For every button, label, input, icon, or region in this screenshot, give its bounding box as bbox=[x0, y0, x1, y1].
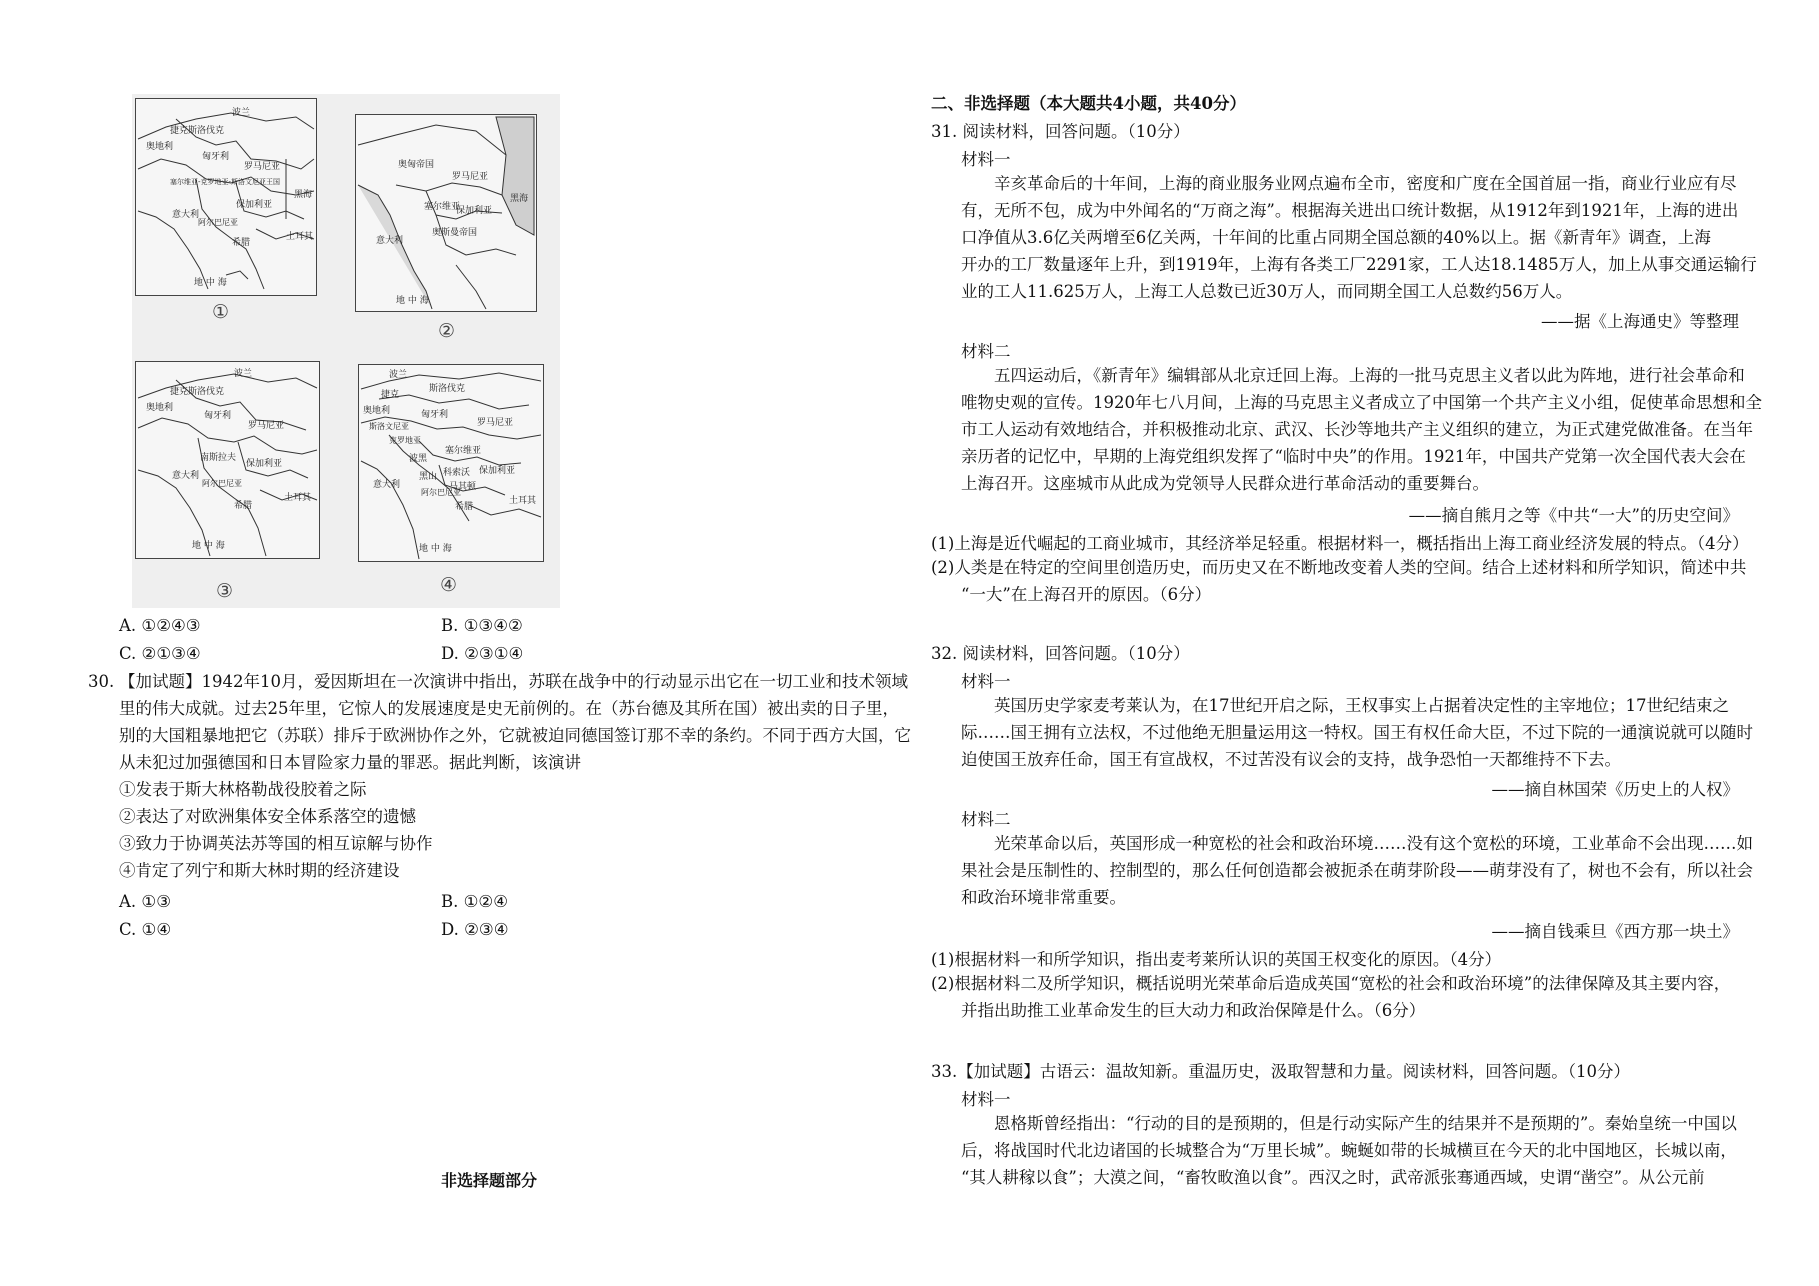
map-2-label: 意大利 bbox=[376, 236, 404, 246]
map-1-label: 保加利亚 bbox=[236, 200, 273, 210]
map-4-label: 匈牙利 bbox=[421, 410, 449, 420]
q31-m1-line: 开办的工厂数量逐年上升，到1919年，上海有各类工厂2291家，工人达18.1485万人，加上从事交通运输行 bbox=[961, 255, 1757, 274]
q32-material-2-title: 材料二 bbox=[961, 810, 1011, 829]
map-4-label: 奥地利 bbox=[363, 406, 391, 416]
q32-m2-line: 和政治环境非常重要。 bbox=[961, 888, 1126, 907]
maps-figure bbox=[132, 94, 560, 608]
map-4-label: 阿尔巴尼亚 bbox=[421, 488, 461, 497]
map-4-label: 保加利亚 bbox=[479, 466, 516, 476]
map-4-label: 罗马尼亚 bbox=[477, 418, 514, 428]
map-4-label: 意大利 bbox=[373, 480, 401, 490]
q31-m1-line: 有，无所不包，成为中外闻名的“万商之海”。根据海关进出口统计数据，从1912年到1921年，上海的进出 bbox=[961, 201, 1739, 220]
map-3-sea-label: 地 中 海 bbox=[192, 541, 225, 551]
q31-material-1-source: ——据《上海通史》等整理 bbox=[1541, 312, 1739, 331]
q31-subquestion-2 bbox=[931, 554, 1746, 608]
q33-heading: 33.【加试题】古语云：温故知新。重温历史，汲取智慧和力量。阅读材料，回答问题。（10分） bbox=[931, 1062, 1630, 1081]
map-1-lines bbox=[136, 99, 316, 295]
q33-m1-line: “其人耕稼以食”；大漠之间，“畜牧畋渔以食”。西汉之时，武帝派张骞通西域，史谓“凿空”。从公元前 bbox=[961, 1168, 1705, 1187]
q29-option-b: B. ①③④② bbox=[441, 616, 523, 635]
map-4-label: 黑山 bbox=[419, 472, 438, 482]
map-1-label: 黑海 bbox=[294, 190, 313, 200]
map-1-label: 阿尔巴尼亚 bbox=[198, 218, 238, 227]
q31-sub2-line: (2)人类是在特定的空间里创造历史，而历史又在不断地改变着人类的空间。结合上述材料和所学知识，简述中共 bbox=[931, 558, 1747, 577]
q31-sub2-line: “一大”在上海召开的原因。（6分） bbox=[961, 585, 1212, 604]
map-1-label: 塞尔维亚-克罗地亚-斯洛文尼亚王国 bbox=[170, 178, 281, 186]
map-3-label: 阿尔巴尼亚 bbox=[202, 479, 242, 488]
q30-stem-line: 【加试题】1942年10月，爱因斯坦在一次演讲中指出，苏联在战争中的行动显示出它在一切工业和技术领域 bbox=[119, 672, 908, 691]
q32-sub2-line: (2)根据材料二及所学知识，概括说明光荣革命后造成英国“宽松的社会和政治环境”的法律保障及其主要内容， bbox=[931, 974, 1731, 993]
map-2-label: 保加利亚 bbox=[456, 206, 493, 216]
map-4-label: 斯洛伐克 bbox=[429, 384, 466, 394]
q31-material-1 bbox=[961, 170, 1757, 305]
map-3-label: 希腊 bbox=[234, 501, 253, 511]
map-4-label: 斯洛文尼亚 bbox=[369, 422, 409, 431]
q31-m1-line: 口净值从3.6亿关两增至6亿关两，十年间的比重占同期全国总额的40%以上。据《新青年》调查，上海 bbox=[961, 228, 1711, 247]
map-4-label: 科索沃 bbox=[443, 468, 471, 478]
q30-stem bbox=[119, 668, 911, 884]
q30-item: ①发表于斯大林格勒战役胶着之际 bbox=[119, 780, 367, 799]
q31-m2-line: 亲历者的记忆中，早期的上海党组织发挥了“临时中央”的作用。1921年，中国共产党第一次全国代表大会在 bbox=[961, 447, 1746, 466]
q32-material-1-title: 材料一 bbox=[961, 672, 1011, 691]
map-4-label: 克罗地亚 bbox=[389, 436, 421, 445]
map-4-label: 希腊 bbox=[455, 502, 474, 512]
map-3-label: 土耳其 bbox=[284, 493, 312, 503]
map-3-label: 波兰 bbox=[234, 369, 253, 379]
q30-item: ②表达了对欧洲集体安全体系落空的遗憾 bbox=[119, 807, 416, 826]
map-1-label: 罗马尼亚 bbox=[244, 162, 281, 172]
map-2-label: 黑海 bbox=[510, 194, 529, 204]
map-3-label: 意大利 bbox=[172, 471, 200, 481]
q30-item: ③致力于协调英法苏等国的相互谅解与协作 bbox=[119, 834, 433, 853]
q30-option-c: C. ①④ bbox=[119, 920, 172, 939]
map-4-label: 马其顿 bbox=[449, 482, 477, 492]
q32-material-1-source: ——摘自林国荣《历史上的人权》 bbox=[1491, 780, 1739, 799]
q31-m1-line: 辛亥革命后的十年间，上海的商业服务业网点遍布全市，密度和广度在全国首屈一指，商业行业应有尽 bbox=[994, 174, 1737, 193]
q31-m2-line: 唯物史观的宣传。1920年七八月间，上海的马克思主义者成立了中国第一个共产主义小组，促使革命思想和全 bbox=[961, 393, 1762, 412]
q32-m1-line: 际……国王拥有立法权，不过他绝无胆量运用这一特权。国王有权任命大臣，不过下院的一通演说就可以随时 bbox=[961, 723, 1753, 742]
q29-option-d: D. ②③①④ bbox=[441, 644, 524, 663]
map-3 bbox=[135, 361, 320, 559]
q32-subquestion-2 bbox=[931, 970, 1730, 1024]
q30-option-b: B. ①②④ bbox=[441, 892, 508, 911]
q31-subquestion-1: (1)上海是近代崛起的工商业城市，其经济举足轻重。根据材料一，概括指出上海工商业经济发展的特点。（4分） bbox=[931, 534, 1749, 553]
q32-material-2 bbox=[961, 830, 1753, 911]
map-4-sea-label: 地 中 海 bbox=[419, 544, 452, 554]
q33-material-1 bbox=[961, 1110, 1737, 1191]
q32-m2-line: 果社会是压制性的、控制型的，那么任何创造都会被扼杀在萌芽阶段——萌芽没有了，树也不会有，所以社会 bbox=[961, 861, 1753, 880]
map-3-label: 保加利亚 bbox=[246, 459, 283, 469]
q29-option-c: C. ②①③④ bbox=[119, 644, 201, 663]
q32-heading: 32. 阅读材料，回答问题。（10分） bbox=[931, 644, 1190, 663]
map-1-label: 捷克斯洛伐克 bbox=[170, 126, 225, 136]
map-4-number: ④ bbox=[440, 574, 458, 596]
q32-sub2-line: 并指出助推工业革命发生的巨大动力和政治保障是什么。（6分） bbox=[961, 1001, 1426, 1020]
map-1-number: ① bbox=[212, 301, 230, 323]
q31-m2-line: 五四运动后，《新青年》编辑部从北京迁回上海。上海的一批马克思主义者以此为阵地，进行社会革命和 bbox=[994, 366, 1745, 385]
map-2-label: 奥匈帝国 bbox=[398, 160, 435, 170]
q31-material-2 bbox=[961, 362, 1762, 497]
q30-number: 30. bbox=[88, 672, 115, 691]
map-4-label: 波兰 bbox=[389, 370, 408, 380]
map-3-label: 匈牙利 bbox=[204, 411, 232, 421]
map-4-label: 塞尔维亚 bbox=[445, 446, 482, 456]
section-title: 二、非选择题（本大题共4小题，共40分） bbox=[931, 94, 1246, 113]
map-4 bbox=[358, 364, 544, 562]
map-1-label: 土耳其 bbox=[286, 232, 314, 242]
map-3-number: ③ bbox=[216, 580, 234, 602]
map-1-label: 波兰 bbox=[232, 108, 251, 118]
map-2 bbox=[355, 114, 537, 312]
map-2-label: 罗马尼亚 bbox=[452, 172, 489, 182]
map-4-label: 土耳其 bbox=[509, 496, 537, 506]
q30-option-a: A. ①③ bbox=[119, 892, 171, 911]
q32-material-1 bbox=[961, 692, 1753, 773]
map-2-label: 奥斯曼帝国 bbox=[432, 228, 478, 238]
q30-item: ④肯定了列宁和斯大林时期的经济建设 bbox=[119, 861, 400, 880]
map-2-lines bbox=[356, 115, 536, 311]
q33-m1-line: 后，将战国时代北边诸国的长城整合为“万里长城”。蜿蜒如带的长城横亘在今天的北中国地区，长城以南， bbox=[961, 1141, 1737, 1160]
q33-material-1-title: 材料一 bbox=[961, 1090, 1011, 1109]
map-1-label: 希腊 bbox=[232, 238, 251, 248]
section-footer-title: 非选择题部分 bbox=[441, 1171, 538, 1190]
q32-m1-line: 迫使国王放弃任命，国王有宣战权，不过苦没有议会的支持，战争恐怕一天都维持不下去。 bbox=[961, 750, 1621, 769]
q30-stem-line: 从未犯过加强德国和日本冒险家力量的罪恶。据此判断，该演讲 bbox=[119, 753, 581, 772]
map-2-number: ② bbox=[438, 320, 456, 342]
q30-option-d: D. ②③④ bbox=[441, 920, 509, 939]
map-2-label: 塞尔维亚 bbox=[424, 202, 461, 212]
q30-stem-line: 里的伟大成就。过去25年里，它惊人的发展速度是史无前例的。在（苏台德及其所在国）被出卖的日子里， bbox=[119, 699, 899, 718]
q31-m1-line: 业的工人11.625万人，上海工人总数已近30万人，而同期全国工人总数约56万人。 bbox=[961, 282, 1573, 301]
map-4-label: 波黑 bbox=[409, 454, 428, 464]
q32-m2-line: 光荣革命以后，英国形成一种宽松的社会和政治环境……没有这个宽松的环境，工业革命不会出现……如 bbox=[994, 834, 1753, 853]
q31-material-2-source: ——摘自熊月之等《中共“一大”的历史空间》 bbox=[1408, 506, 1739, 525]
q32-material-2-source: ——摘自钱乘旦《西方那一块土》 bbox=[1491, 922, 1739, 941]
map-2-sea-label: 地 中 海 bbox=[396, 296, 429, 306]
q30-stem-line: 别的大国粗暴地把它（苏联）排斥于欧洲协作之外，它就被迫同德国签订那不幸的条约。不同于西方大国，它 bbox=[119, 726, 911, 745]
q33-m1-line: 恩格斯曾经指出：“行动的目的是预期的，但是行动实际产生的结果并不是预期的”。秦始皇统一中国以 bbox=[994, 1114, 1737, 1133]
q32-m1-line: 英国历史学家麦考莱认为，在17世纪开启之际，王权事实上占据着决定性的主宰地位；17世纪结束之 bbox=[994, 696, 1729, 715]
map-3-label: 捷克斯洛伐克 bbox=[170, 387, 225, 397]
q29-option-a: A. ①②④③ bbox=[119, 616, 201, 635]
q31-m2-line: 上海召开。这座城市从此成为党领导人民群众进行革命活动的重要舞台。 bbox=[961, 474, 1489, 493]
q31-m2-line: 市工人运动有效地结合，并积极推动北京、武汉、长沙等地共产主义组织的建立，为正式建党做准备。在当年 bbox=[961, 420, 1753, 439]
map-3-label: 罗马尼亚 bbox=[248, 421, 285, 431]
q31-material-1-title: 材料一 bbox=[961, 150, 1011, 169]
map-1-label: 意大利 bbox=[172, 210, 200, 220]
map-1 bbox=[135, 98, 317, 296]
map-3-label: 奥地利 bbox=[146, 403, 174, 413]
map-1-label: 匈牙利 bbox=[202, 152, 230, 162]
q31-material-2-title: 材料二 bbox=[961, 342, 1011, 361]
map-1-sea-label: 地 中 海 bbox=[194, 278, 227, 288]
q32-subquestion-1: (1)根据材料一和所学知识，指出麦考莱所认识的英国王权变化的原因。（4分） bbox=[931, 950, 1502, 969]
map-1-label: 奥地利 bbox=[146, 142, 174, 152]
q31-heading: 31. 阅读材料，回答问题。（10分） bbox=[931, 122, 1190, 141]
map-3-label: 南斯拉夫 bbox=[200, 453, 237, 463]
map-4-label: 捷克 bbox=[381, 390, 400, 400]
